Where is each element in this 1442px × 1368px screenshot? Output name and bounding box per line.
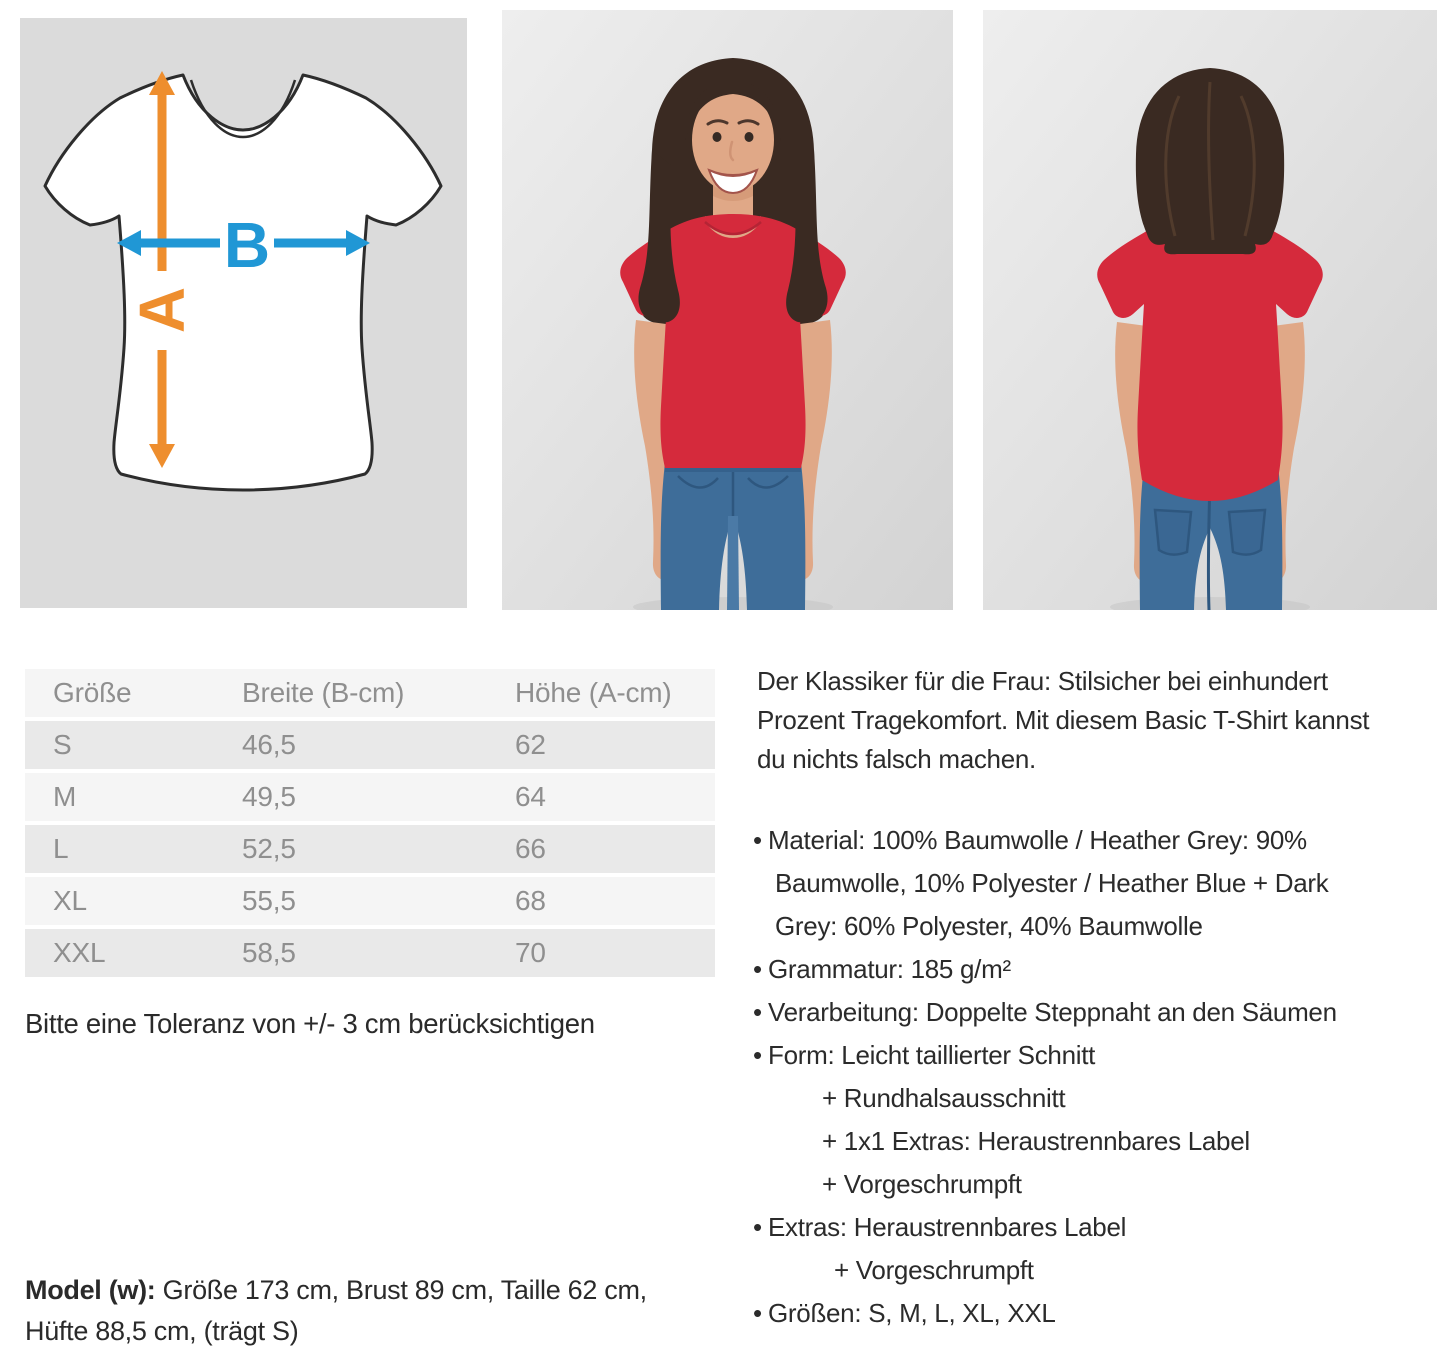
- bullet-extras: • Extras: Heraustrennbares Label: [752, 1206, 1442, 1249]
- back-pocket-left: [1155, 510, 1191, 555]
- cell-height: 64: [515, 781, 546, 812]
- model-back-photo: [983, 10, 1437, 610]
- bullet-verarbeitung: • Verarbeitung: Doppelte Steppnaht an den Säumen: [752, 991, 1442, 1034]
- cell-size: XXL: [53, 937, 106, 968]
- bullet-dot: •: [753, 1040, 762, 1070]
- cell-width: 58,5: [242, 937, 296, 968]
- bullet-dot: •: [753, 1298, 762, 1328]
- bullet-dot: •: [753, 954, 762, 984]
- width-label-b: B: [223, 209, 271, 281]
- bullet-dot: •: [753, 1212, 762, 1242]
- height-label-a: A: [126, 286, 198, 334]
- bullet-grammatur: • Grammatur: 185 g/m²: [752, 948, 1442, 991]
- cell-width: 52,5: [242, 833, 296, 864]
- form-sub-item: + 1x1 Extras: Heraustrennbares Label: [822, 1126, 1250, 1156]
- model-front-photo: [502, 10, 953, 610]
- cell-height: 70: [515, 937, 546, 968]
- table-row: [25, 721, 715, 769]
- cell-size: XL: [53, 885, 87, 916]
- model-front-illustration: [502, 10, 953, 610]
- model-note-line2: Hüfte 88,5 cm, (trägt S): [25, 1316, 299, 1346]
- bullet-material: • Material: 100% Baumwolle / Heather Grey: 90%: [752, 819, 1442, 862]
- bullet-dot: •: [753, 825, 762, 855]
- cell-height: 68: [515, 885, 546, 916]
- size-table-header-row: [25, 669, 715, 717]
- extras-sub-item: + Vorgeschrumpft: [834, 1255, 1034, 1285]
- bullet-dot: •: [753, 997, 762, 1027]
- cell-width: 49,5: [242, 781, 296, 812]
- table-row: [25, 825, 715, 873]
- cell-size: S: [53, 729, 72, 760]
- tolerance-note: Bitte eine Toleranz von +/- 3 cm berücksichtigen: [25, 1008, 595, 1039]
- model-measurements-note: [25, 1270, 725, 1352]
- col-header-size: Größe: [53, 677, 132, 708]
- bullet-groessen: • Größen: S, M, L, XL, XXL: [752, 1292, 1442, 1335]
- cell-height: 66: [515, 833, 546, 864]
- cell-size: L: [53, 833, 69, 864]
- description-intro: Der Klassiker für die Frau: Stilsicher bei einhundert Prozent Tragekomfort. Mit diesem Basic T-Shirt kannst du nichts falsch machen.: [757, 666, 1370, 774]
- cell-width: 55,5: [242, 885, 296, 916]
- model-note-line1: Größe 173 cm, Brust 89 cm, Taille 62 cm,: [155, 1275, 647, 1305]
- form-sub-item: + Rundhalsausschnitt: [822, 1083, 1066, 1113]
- model-back-illustration: [983, 10, 1437, 610]
- size-table: [25, 669, 715, 981]
- description-bullet-list: • Material: 100% Baumwolle / Heather Grey: 90% Baumwolle, 10% Polyester / Heather Blue + Dark Grey: 60% Polyester, 40% Baumwolle • Grammatur: 185 g/m² • Verarbeitung: Doppelte Steppnaht an den Säumen • Form: Leicht taillierter Schnitt + Rundhalsausschnitt + 1x1 Extras: Heraustrennbares Label + Vorgeschrumpft • Extras: Heraustrennbares Label + Vorgeschrumpft • Größen: S, M, L, XL, XXL: [752, 819, 1442, 1335]
- col-header-height: Höhe (A-cm): [515, 677, 672, 708]
- back-pocket-right: [1229, 510, 1265, 555]
- col-header-width: Breite (B-cm): [242, 677, 405, 708]
- tshirt-measurement-diagram: [20, 18, 467, 608]
- bullet-form: • Form: Leicht taillierter Schnitt: [752, 1034, 1442, 1077]
- tshirt-diagram-graphic: [20, 18, 467, 608]
- cell-height: 62: [515, 729, 546, 760]
- table-row: [25, 929, 715, 977]
- cell-size: M: [53, 781, 77, 812]
- table-row: [25, 877, 715, 925]
- product-description: [752, 662, 1442, 1335]
- form-sub-item: + Vorgeschrumpft: [822, 1169, 1022, 1199]
- model-note-label: Model (w):: [25, 1275, 156, 1305]
- table-row: [25, 773, 715, 821]
- cell-width: 46,5: [242, 729, 296, 760]
